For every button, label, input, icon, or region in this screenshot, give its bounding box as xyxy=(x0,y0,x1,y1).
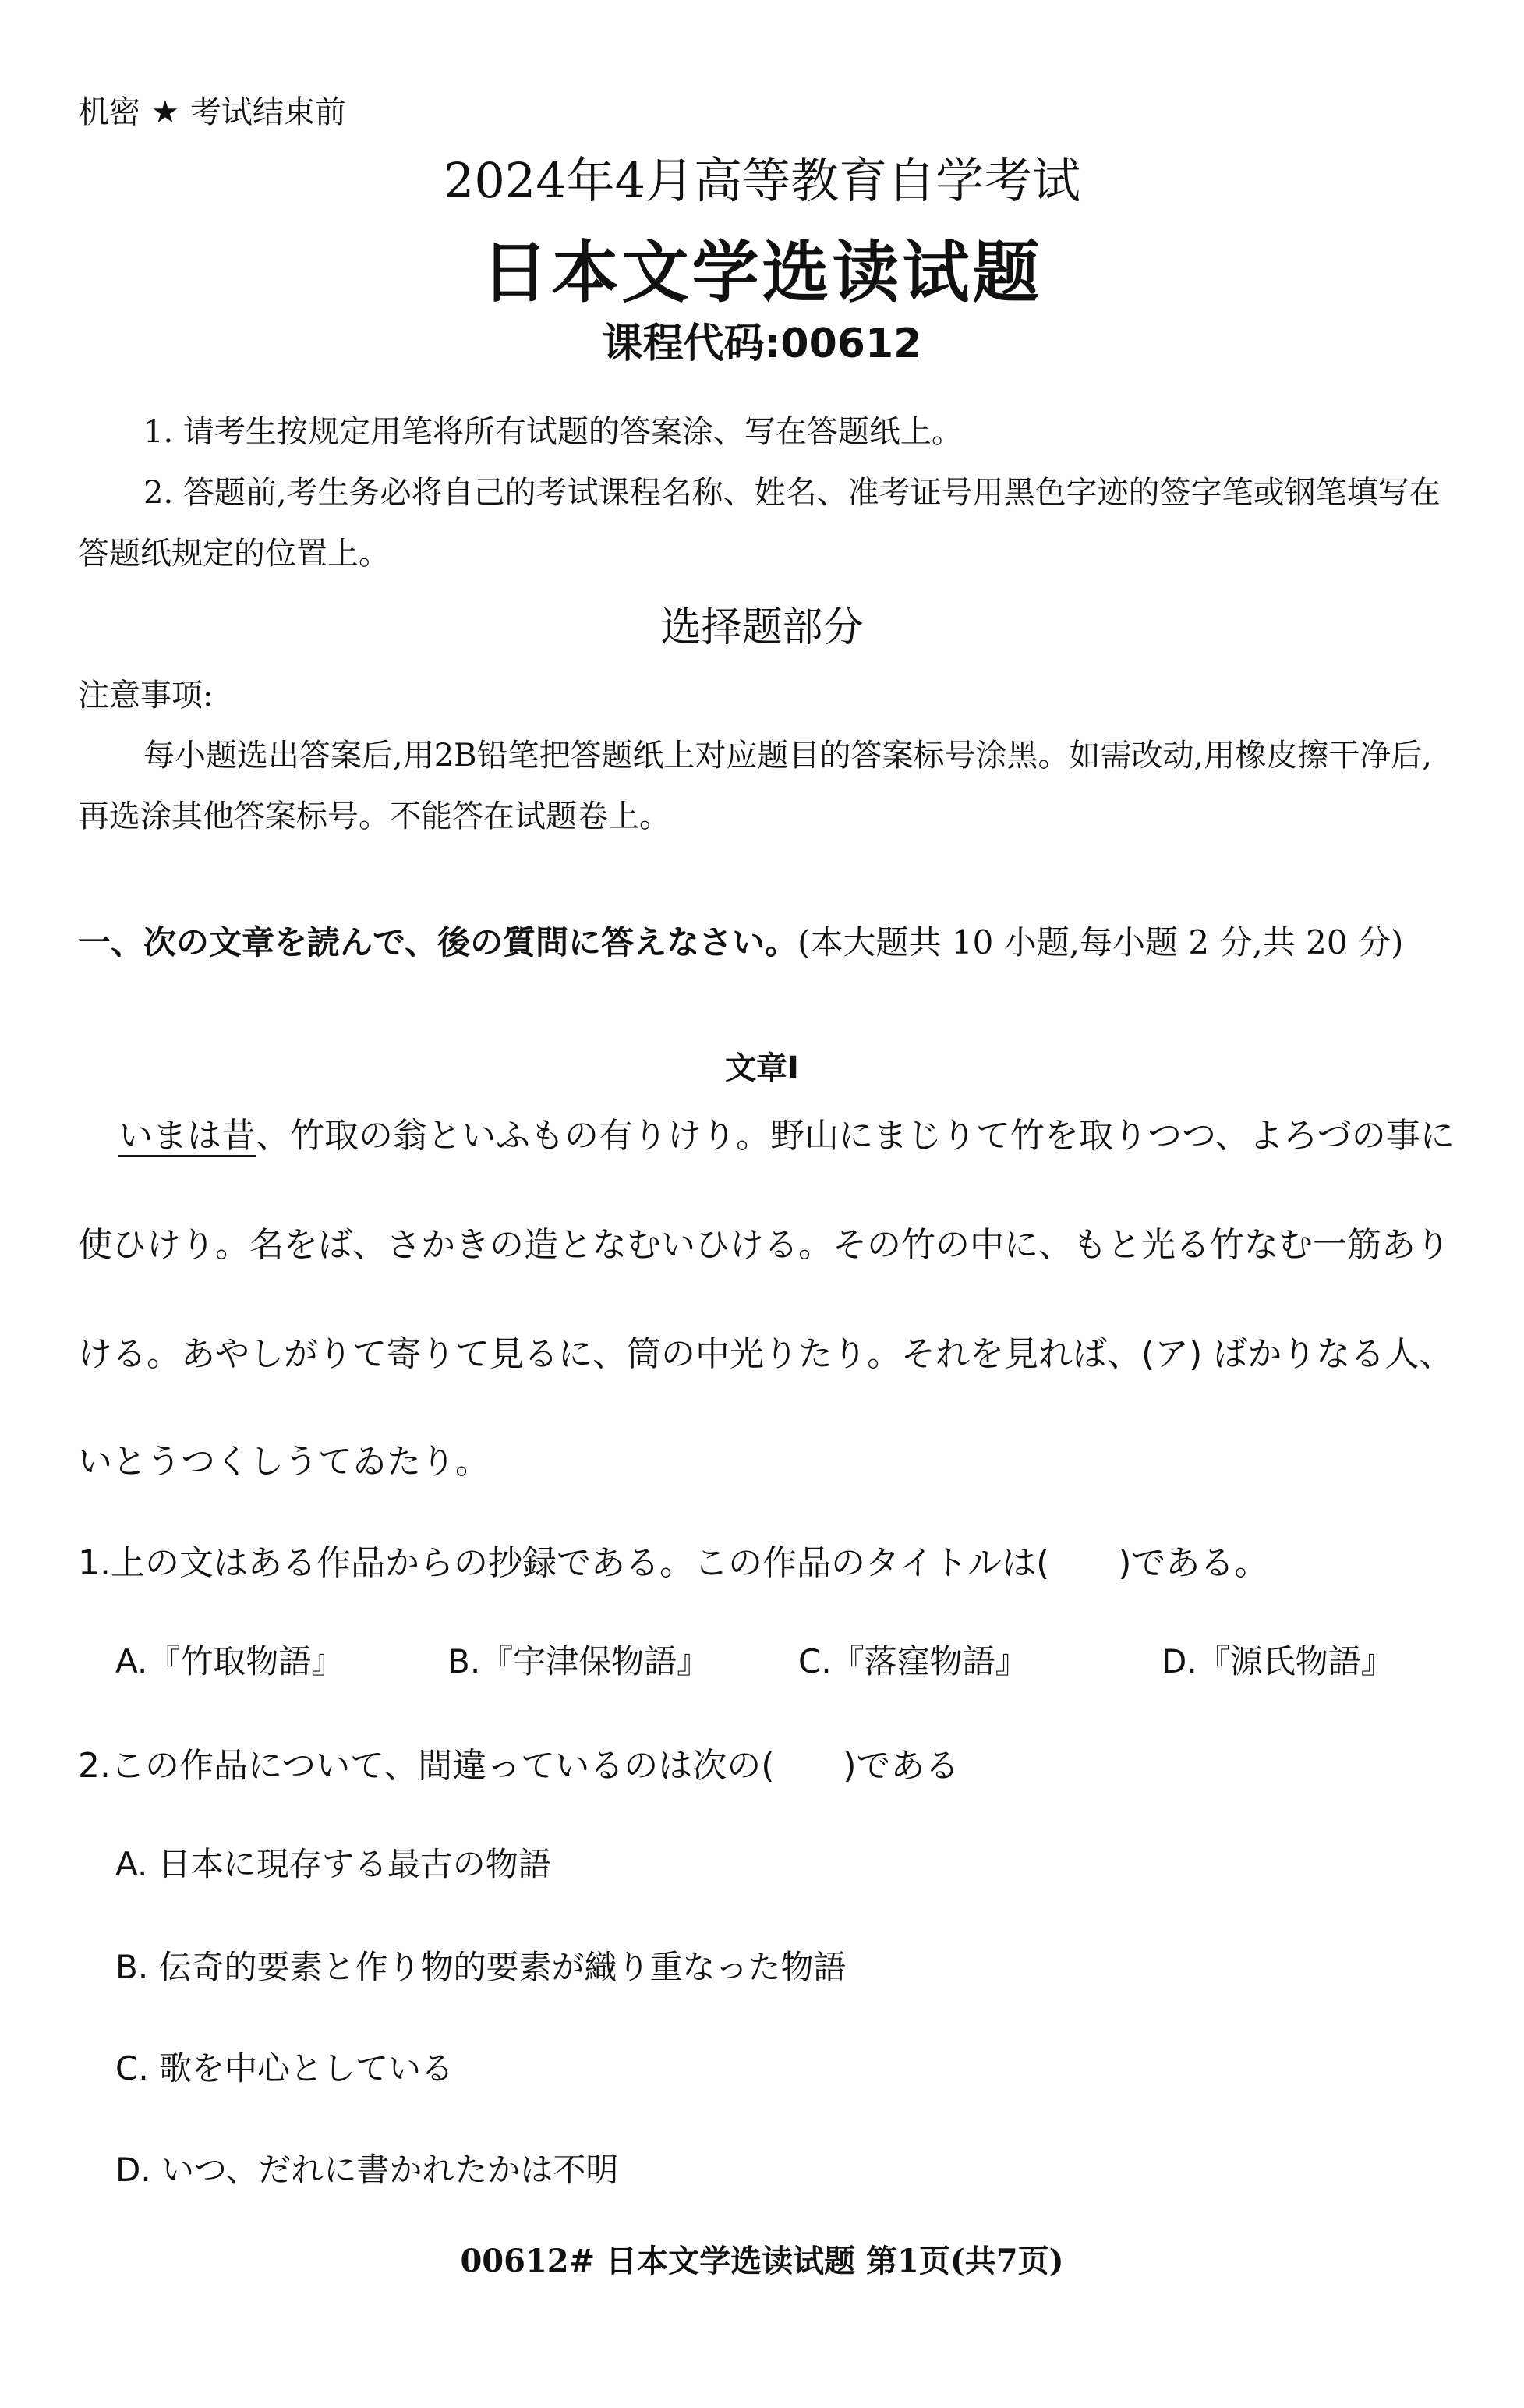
passage-line-3: ける。あやしがりて寄りて見るに、筒の中光りたり。それを見れば、(ア) ばかりなる人、 xyxy=(78,1334,1454,1374)
question-1-option-b: B.『宇津保物語』 xyxy=(447,1642,710,1680)
passage-line-1 xyxy=(118,1107,1498,1157)
question-2-option-a: A. 日本に現存する最古の物語 xyxy=(115,1845,551,1883)
question-2-option-c: C. 歌を中心としている xyxy=(115,2049,454,2088)
exam-title: 2024年4月高等教育自学考试 xyxy=(443,152,1081,209)
part-heading xyxy=(78,905,1458,981)
question-2: 2.この作品について、間違っているのは次の( )である xyxy=(78,1746,960,1786)
confidential-label: 机密 xyxy=(78,94,140,130)
question-1-option-d: D.『源氏物語』 xyxy=(1162,1642,1394,1680)
page-footer: 00612# 日本文学选读试题 第1页(共7页) xyxy=(460,2243,1064,2279)
passage-line-4: いとうつくしうてゐたり。 xyxy=(78,1442,490,1482)
course-code: 课程代码:00612 xyxy=(602,320,922,367)
passage-line-2: 使ひけり。名をば、さかきの造となむいひける。その竹の中に、もと光る竹なむ一筋あり xyxy=(78,1225,1450,1265)
question-2-option-b: B. 伝奇的要素と作り物的要素が織り重なった物語 xyxy=(115,1948,847,1986)
part-heading-text: 一、次の文章を読んで、後の質問に答えなさい。 xyxy=(78,923,798,961)
instruction-item-1: 1. 请考生按规定用笔将所有试题的答案涂、写在答题纸上。 xyxy=(143,414,963,450)
question-1-option-c: C.『落窪物語』 xyxy=(798,1642,1028,1680)
question-1-option-a: A.『竹取物語』 xyxy=(115,1642,345,1680)
confidential-mark xyxy=(78,87,346,132)
subject-title: 日本文学选读试题 xyxy=(481,234,1043,312)
star-icon: ★ xyxy=(151,94,179,130)
section-title: 选择题部分 xyxy=(660,604,864,651)
notice-label: 注意事项: xyxy=(78,678,214,714)
passage-line-1-rest: 、竹取の翁といふもの有りけり。野山にまじりて竹を取りつつ、よろづの事に xyxy=(256,1116,1455,1156)
notice-text: 每小题选出答案后,用2B铅笔把答题纸上对应题目的答案标号涂黑。如需改动,用橡皮擦干净后,再选涂其他答案标号。不能答在试题卷上。 xyxy=(78,738,1432,834)
question-1: 1.上の文はある作品からの抄録である。この作品のタイトルは( )である。 xyxy=(78,1543,1269,1583)
instruction-item-2: 2. 答题前,考生务必将自己的考试课程名称、姓名、准考证号用黑色字迹的签字笔或钢笔填写在答题纸规定的位置上。 xyxy=(78,475,1441,572)
part-score: (本大题共 10 小题,每小题 2 分,共 20 分) xyxy=(797,923,1404,961)
question-2-option-d: D. いつ、だれに書かれたかは不明 xyxy=(115,2151,619,2189)
passage-title: 文章Ⅰ xyxy=(725,1050,799,1086)
confidential-until-label: 考试结束前 xyxy=(189,94,346,130)
underlined-phrase: いまは昔 xyxy=(118,1116,256,1156)
